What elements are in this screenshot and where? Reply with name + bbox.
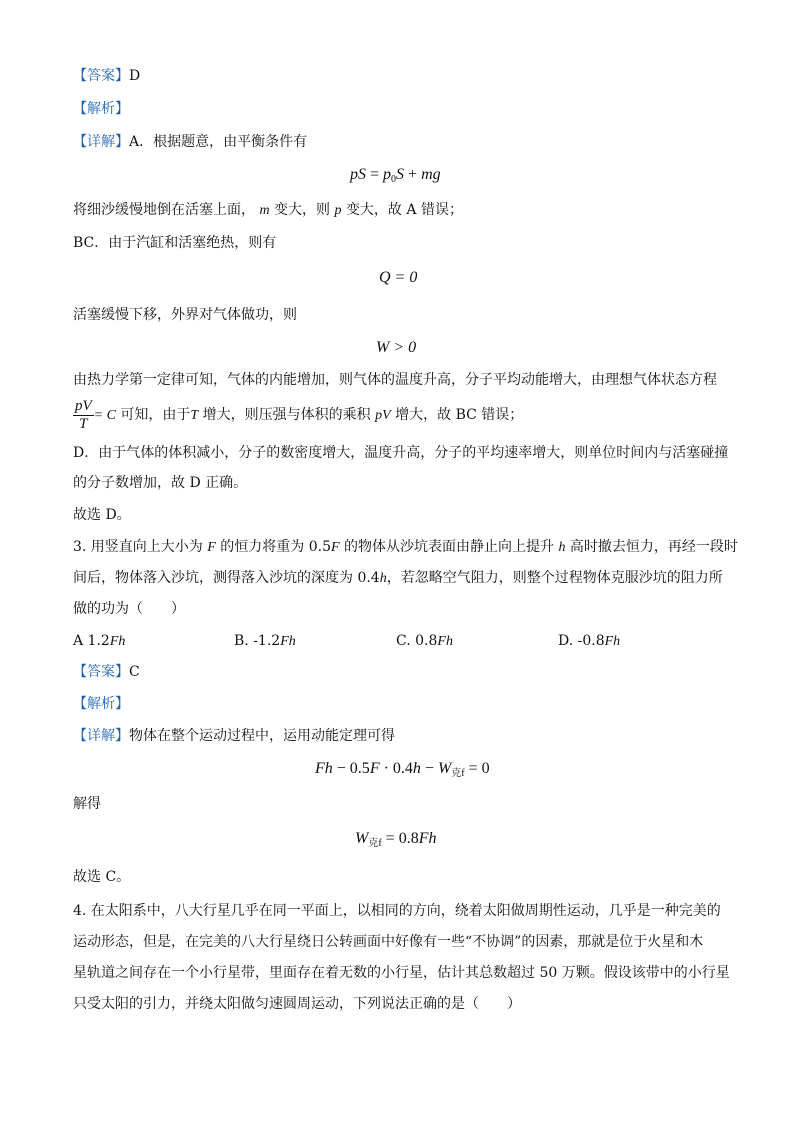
analysis-tag: 【解析】 (73, 696, 129, 712)
detail-tag: 【详解】 (73, 134, 129, 150)
equation-work-energy: $Fh - 0.5F \cdot 0.4h - W_{克f} = 0$ (315, 760, 490, 779)
equation-q: Q = 0 (379, 269, 418, 286)
q2-answer-line (73, 66, 140, 86)
q3-stem-line2: 间后，物体落入沙坑，测得落入沙坑的深度为 0.4h，若忽略空气阻力，则整个过程物体克服沙坑的阻力所 (73, 570, 723, 586)
answer-tag: 【答案】 (73, 664, 129, 680)
q4-stem-line3: 星轨道之间存在一个小行星带，里面存在着无数的小行星，估计其总数超过 50 万颗。假设该带中的小行星 (73, 965, 730, 981)
q2-d-line1: D．由于气体的体积减小，分子的数密度增大，温度升高，分子的平均速率增大，则单位时间内与活塞碰撞 (73, 445, 729, 461)
detail-text: A．根据题意，由平衡条件有 (129, 134, 308, 150)
q3-answer-line (73, 662, 140, 682)
q3-stem-line3: 做的功为（ ） (73, 601, 185, 617)
gas-law-fraction: $\frac{pV}{T}$ (75, 397, 92, 432)
answer-value: C (129, 664, 140, 680)
q4-stem-line2: 运动形态，但是，在完美的八大行星绕日公转画面中好像有一些“不协调”的因素，那就是位于火星和木 (73, 934, 704, 950)
equation-result: $W_{克f} = 0.8Fh$ (355, 830, 437, 849)
q2-thermo-text: 由热力学第一定律可知，气体的内能增加，则气体的温度升高，分子平均动能增大，由理想气体状态方程 (73, 372, 717, 388)
answer-tag: 【答案】 (73, 68, 129, 84)
q2-conclusion: 故选 D。 (73, 507, 131, 523)
q3-detail-line (73, 726, 395, 746)
choice-b: B. -1.2Fh (234, 633, 296, 649)
q3-stem-line1: 3. 用竖直向上大小为 F 的恒力将重为 0.5F 的物体从沙坑表面由静止向上提升 h 高时撤去恒力，再经一段时 (73, 539, 738, 555)
q3-conclusion: 故选 C。 (73, 869, 131, 885)
detail-tag: 【详解】 (73, 728, 129, 744)
q3-solve-text: 解得 (73, 796, 101, 812)
q4-stem-line4: 只受太阳的引力，并绕太阳做匀速圆周运动，下列说法正确的是（ ） (73, 996, 521, 1012)
q2-analysis-line (73, 99, 129, 119)
analysis-tag: 【解析】 (73, 101, 129, 117)
choice-d: D. -0.8Fh (558, 633, 621, 649)
choice-a: A 1.2Fh (73, 633, 126, 649)
q2-d-line2: 的分子数增加，故 D 正确。 (73, 475, 248, 491)
answer-value: D (129, 68, 141, 84)
q4-stem-line1: 4. 在太阳系中，八大行星几乎在同一平面上，以相同的方向，绕着太阳做周期性运动，几乎是一种完美的 (73, 903, 721, 919)
equation-balance: pS = $p_0S$ + mg (350, 166, 441, 185)
q2-bc-text: BC．由于汽缸和活塞绝热，则有 (73, 235, 277, 251)
q2-gas-law-line: $\frac{pV}{T}$ = C 可知，由于T 增大，则压强与体积的乘积 pV 增大，故 BC 错误； (75, 397, 524, 432)
equation-w: W > 0 (376, 339, 417, 356)
choice-c: C. 0.8Fh (396, 633, 453, 649)
q2-detail-line (73, 132, 307, 152)
q2-a-conclusion: 将细沙缓慢地倒在活塞上面， m 变大，则 p 变大，故 A 错误； (73, 202, 463, 218)
q2-piston-text: 活塞缓慢下移，外界对气体做功，则 (73, 307, 297, 323)
detail-text: 物体在整个运动过程中，运用动能定理可得 (129, 728, 395, 744)
q3-analysis-line (73, 694, 129, 714)
